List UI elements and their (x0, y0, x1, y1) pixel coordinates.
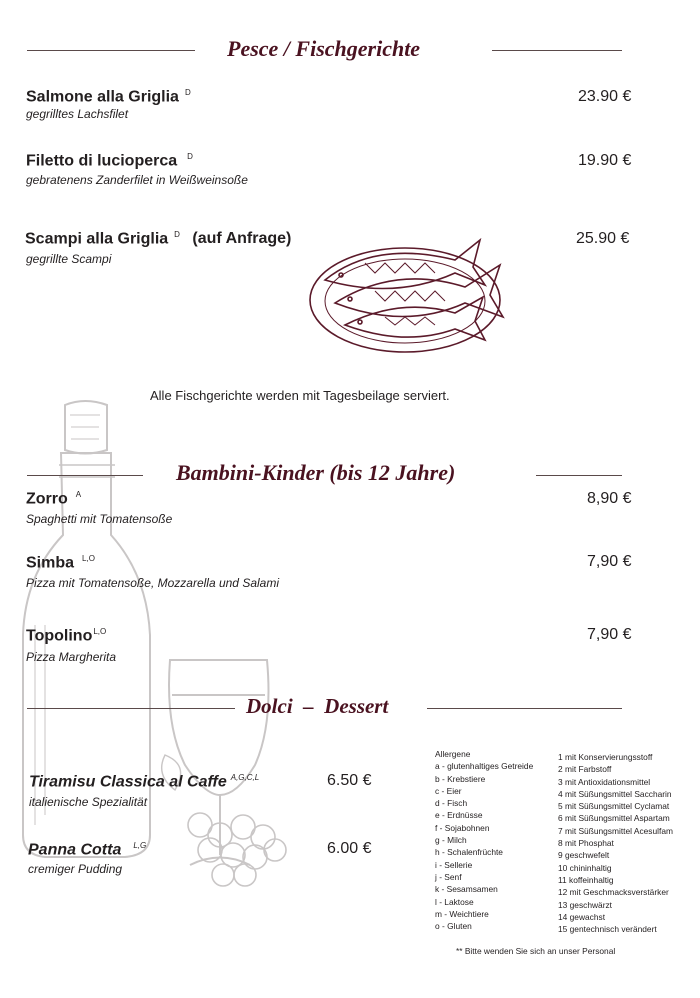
divider-line (27, 475, 143, 476)
menu-item-description: Pizza mit Tomatensoße, Mozzarella und Salami (26, 576, 279, 590)
allergen-item: a - glutenhaltiges Getreide (435, 761, 534, 772)
additive-item: 3 mit Antioxidationsmittel (558, 776, 651, 787)
menu-item-name: Zorro $^A$ (26, 490, 82, 508)
additive-item: 2 mit Farbstoff (558, 764, 612, 775)
fish-platter-icon (305, 225, 520, 360)
additive-legend (558, 751, 673, 935)
divider-line (492, 50, 622, 51)
menu-item-description: italienische Spezialität (29, 795, 148, 809)
menu-item-price: 8,90 € (587, 490, 632, 507)
menu-item-price: 25.90 € (576, 230, 630, 247)
allergen-item: i - Sellerie (435, 859, 473, 870)
additive-item: 12 mit Geschmacksverstärker (558, 887, 669, 898)
menu-item-description: gebratenens Zanderfilet in Weißweinsoße (26, 173, 248, 187)
allergen-item: g - Milch (435, 835, 467, 846)
additive-item: 5 mit Süßungsmittel Cyclamat (558, 801, 670, 812)
additive-item: 4 mit Süßungsmittel Saccharin (558, 788, 672, 799)
allergen-item: d - Fisch (435, 798, 468, 809)
menu-item-description: Pizza Margherita (26, 650, 117, 664)
additive-item: 15 gentechnisch verändert (558, 924, 657, 935)
menu-item-name: Filetto di lucioperca $^D$ (26, 152, 193, 170)
menu-item-description: Spaghetti mit Tomatensoße (26, 512, 173, 526)
side-dish-note: Alle Fischgerichte werden mit Tagesbeilage serviert. (150, 388, 450, 403)
additive-item: 9 geschwefelt (558, 850, 610, 861)
allergen-item: m - Weichtiere (435, 908, 489, 919)
additive-item: 13 geschwärzt (558, 899, 612, 910)
allergen-legend-title: Allergene (435, 749, 471, 759)
menu-item-description: cremiger Pudding (28, 862, 123, 876)
allergen-item: c - Eier (435, 785, 462, 796)
additive-item: 1 mit Konservierungsstoff (558, 752, 653, 762)
menu-item-price: 19.90 € (578, 152, 632, 169)
section-title-kids: Bambini-Kinder (bis 12 Jahre) (176, 460, 456, 485)
menu-item-name: Topolino$^{L,O}$ (26, 627, 107, 645)
allergen-item: o - Gluten (435, 921, 472, 932)
menu-item-name: Tiramisu Classica al Caffe $^{A,G,C,L}$ (29, 773, 260, 791)
menu-item-price: 6.00 € (327, 840, 372, 857)
menu-item-price: 7,90 € (587, 553, 632, 570)
divider-line (27, 50, 195, 51)
additive-item: 7 mit Süßungsmittel Acesulfam (558, 825, 673, 836)
section-title-fish: Pesce / Fischgerichte (227, 36, 421, 61)
menu-item-description: gegrillte Scampi (26, 252, 112, 266)
allergen-item: h - Schalenfrüchte (435, 847, 503, 858)
divider-line (427, 708, 622, 709)
allergen-item: k - Sesamsamen (435, 884, 498, 895)
allergen-item: f - Sojabohnen (435, 822, 490, 833)
menu-item-name: Simba $^{L,O}$ (26, 554, 95, 572)
additive-item: 14 gewachst (558, 911, 606, 922)
allergen-item: j - Senf (435, 871, 462, 882)
menu-item-price: 7,90 € (587, 626, 632, 643)
divider-line (27, 708, 235, 709)
menu-item-price: 23.90 € (578, 88, 632, 105)
section-title-dessert: Dolci – Dessert (246, 694, 389, 718)
menu-item-name: Panna Cotta $^{L,G}$ (28, 841, 147, 859)
additive-item: 11 koffeinhaltig (558, 874, 614, 885)
menu-item-description: gegrilltes Lachsfilet (26, 107, 129, 121)
menu-item-name: Salmone alla Griglia $^D$ (26, 88, 191, 106)
divider-line (536, 475, 622, 476)
additive-item: 6 mit Süßungsmittel Aspartam (558, 813, 670, 824)
additive-item: 8 mit Phosphat (558, 838, 614, 849)
allergen-item: l - Laktose (435, 896, 474, 907)
menu-item-price: 6.50 € (327, 772, 372, 789)
additive-item: 10 chininhaltig (558, 862, 612, 873)
allergen-legend (435, 748, 533, 932)
staff-footnote: ** Bitte wenden Sie sich an unser Personal (456, 946, 616, 956)
allergen-item: e - Erdnüsse (435, 810, 483, 821)
allergen-item: b - Krebstiere (435, 773, 486, 784)
menu-item-name: Scampi alla Griglia $^D$ (auf Anfrage) (25, 230, 292, 248)
